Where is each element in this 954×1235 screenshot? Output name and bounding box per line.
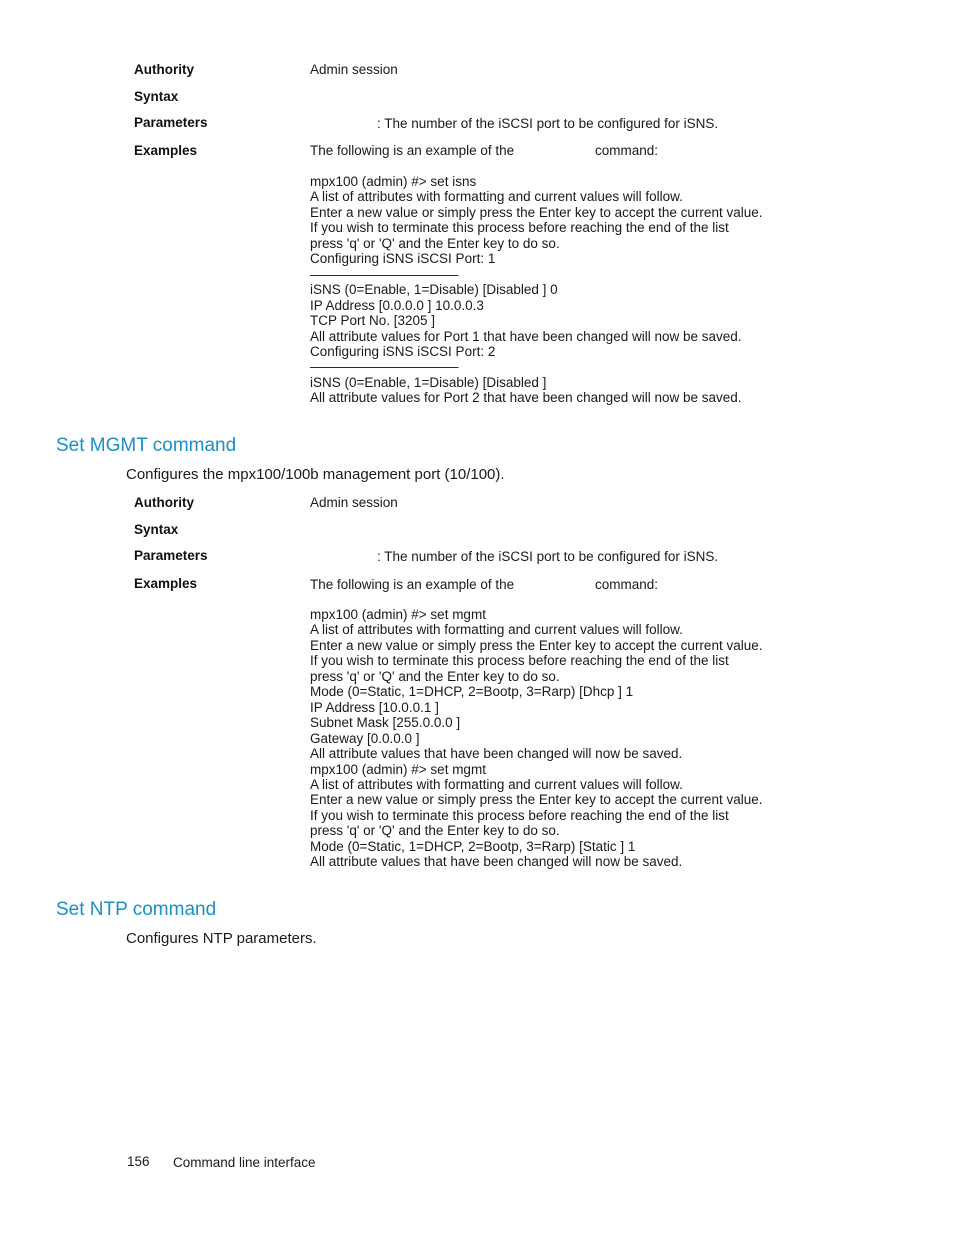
code-line: All attribute values for Port 1 that have been changed will now be saved. — [310, 328, 742, 344]
code-line: A list of attributes with formatting and current values will follow. — [310, 622, 683, 638]
isns-parameters-label: Parameters — [134, 115, 208, 130]
code-line: Enter a new value or simply press the Enter key to accept the current value. — [310, 792, 763, 808]
code-line: If you wish to terminate this process before reaching the end of the list — [310, 807, 729, 823]
code-line: mpx100 (admin) #> set mgmt — [310, 761, 486, 777]
isns-syntax-label: Syntax — [134, 89, 179, 104]
mgmt-description: Configures the mpx100/100b management port (10/100). — [126, 466, 505, 483]
code-line: A list of attributes with formatting and current values will follow. — [310, 189, 683, 205]
isns-authority-value: Admin session — [310, 62, 398, 77]
isns-examples-intro — [310, 143, 659, 158]
code-line: Configuring iSNS iSCSI Port: 1 — [310, 251, 496, 267]
code-line: press 'q' or 'Q' and the Enter key to do so. — [310, 823, 560, 839]
isns-authority-label: Authority — [134, 62, 194, 77]
code-line: Enter a new value or simply press the Enter key to accept the current value. — [310, 204, 763, 220]
code-line: press 'q' or 'Q' and the Enter key to do so. — [310, 235, 560, 251]
mgmt-authority-value: Admin session — [310, 495, 398, 510]
code-line: Enter a new value or simply press the Enter key to accept the current value. — [310, 637, 763, 653]
code-line: Mode (0=Static, 1=DHCP, 2=Bootp, 3=Rarp) [Dhcp ] 1 — [310, 684, 634, 700]
code-line: A list of attributes with formatting and current values will follow. — [310, 776, 683, 792]
code-line: Subnet Mask [255.0.0.0 ] — [310, 715, 461, 731]
code-line: ——————————— — [310, 359, 459, 375]
footer-section-title: Command line interface — [173, 1155, 316, 1170]
isns-code-block — [310, 174, 762, 406]
page-number: 156 — [127, 1154, 150, 1169]
isns-parameters-value: : The number of the iSCSI port to be configured for iSNS. — [377, 116, 719, 131]
code-line: Mode (0=Static, 1=DHCP, 2=Bootp, 3=Rarp) [Static ] 1 — [310, 838, 636, 854]
isns-examples-intro-b: command: — [595, 143, 659, 158]
ntp-heading: Set NTP command — [56, 899, 217, 920]
code-line: Configuring iSNS iSCSI Port: 2 — [310, 343, 496, 359]
mgmt-syntax-label: Syntax — [134, 522, 179, 537]
code-line: IP Address [10.0.0.1 ] — [310, 699, 439, 715]
mgmt-examples-intro-a: The following is an example of the — [310, 577, 515, 592]
isns-examples-label: Examples — [134, 143, 198, 158]
ntp-description: Configures NTP parameters. — [126, 930, 317, 947]
mgmt-parameters-label: Parameters — [134, 548, 208, 563]
code-line: All attribute values that have been changed will now be saved. — [310, 746, 683, 762]
code-line: mpx100 (admin) #> set mgmt — [310, 607, 486, 622]
mgmt-code-block — [310, 607, 762, 870]
code-line: Gateway [0.0.0.0 ] — [310, 730, 420, 746]
code-line: All attribute values that have been changed will now be saved. — [310, 854, 683, 870]
code-line: If you wish to terminate this process before reaching the end of the list — [310, 653, 729, 669]
mgmt-heading: Set MGMT command — [56, 435, 237, 456]
isns-examples-intro-a: The following is an example of the — [310, 143, 515, 158]
code-line: ——————————— — [310, 266, 459, 282]
mgmt-examples-intro-b: command: — [595, 577, 659, 592]
mgmt-parameters-value: : The number of the iSCSI port to be configured for iSNS. — [377, 549, 719, 564]
code-line: TCP Port No. [3205 ] — [310, 313, 436, 329]
code-line: If you wish to terminate this process before reaching the end of the list — [310, 220, 729, 236]
code-line: IP Address [0.0.0.0 ] 10.0.0.3 — [310, 297, 484, 313]
code-line: mpx100 (admin) #> set isns — [310, 174, 477, 189]
mgmt-examples-intro — [310, 577, 659, 592]
mgmt-examples-label: Examples — [134, 576, 198, 591]
code-line: iSNS (0=Enable, 1=Disable) [Disabled ] 0 — [310, 282, 558, 298]
code-line: press 'q' or 'Q' and the Enter key to do so. — [310, 668, 560, 684]
code-line: iSNS (0=Enable, 1=Disable) [Disabled ] — [310, 374, 547, 390]
mgmt-authority-label: Authority — [134, 495, 194, 510]
code-line: All attribute values for Port 2 that have been changed will now be saved. — [310, 390, 742, 406]
